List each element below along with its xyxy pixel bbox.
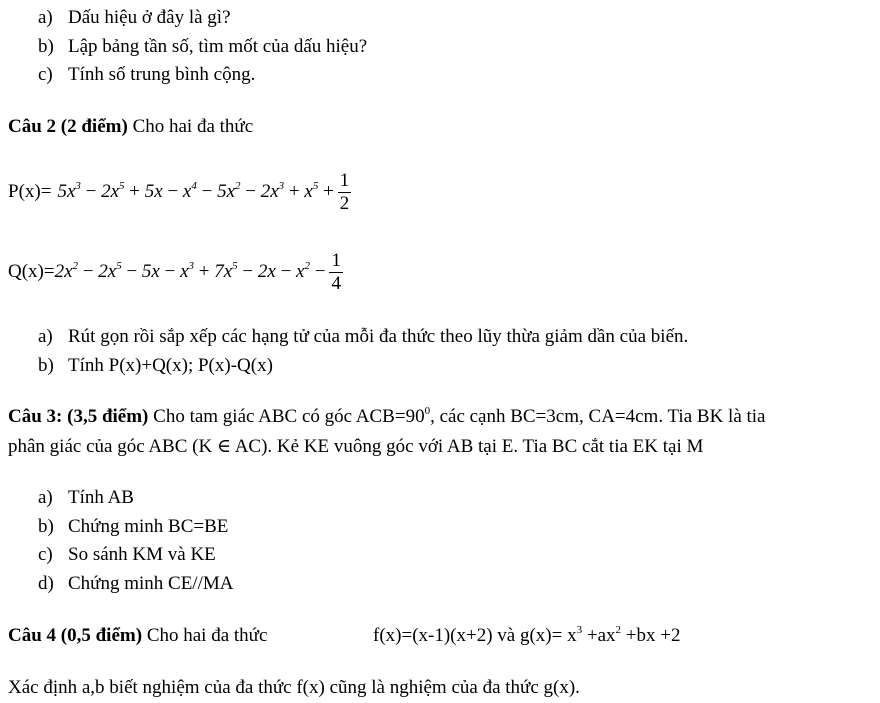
q-expression: $2x^2 - 2x^5 - 5x - x^3 + 7x^5 - 2x - x^2$ −	[54, 260, 326, 282]
p-frac-num: 1	[339, 170, 350, 192]
q1-item-a	[38, 6, 231, 30]
item-text: Chứng minh BC=BE	[68, 516, 229, 537]
p-expression: $5x^3 - 2x^5 + 5x - x^4 - 5x^2 - 2x^3 + x^5$ +	[57, 180, 334, 202]
q-fraction	[329, 250, 343, 295]
polynomial-q	[8, 248, 343, 296]
q-label: Q(x)=	[8, 261, 55, 282]
q2-item-b	[38, 354, 273, 378]
item-text: Tính AB	[68, 487, 134, 508]
q3-text-post: , các cạnh BC=3cm, CA=4cm. Tia BK là tia	[430, 406, 766, 427]
item-text: Chứng minh CE//MA	[68, 573, 234, 594]
polynomial-p	[8, 168, 351, 216]
q3-line-1	[8, 405, 766, 429]
q3-heading: Câu 3: (3,5 điểm)	[8, 406, 149, 427]
q4-intro: Cho hai đa thức	[142, 625, 268, 646]
q4-final: Xác định a,b biết nghiệm của đa thức f(x) cũng là nghiệm của đa thức g(x).	[8, 677, 580, 698]
exp-2: 2	[615, 624, 622, 636]
q3-item-c	[38, 543, 216, 567]
item-label: b)	[38, 516, 54, 537]
q2-intro: Cho hai đa thức	[127, 116, 254, 137]
q3-item-d	[38, 572, 233, 596]
item-label: a)	[38, 487, 53, 508]
q3-item-a	[38, 486, 134, 510]
p-fraction	[338, 170, 352, 215]
p-frac-den: 2	[339, 193, 350, 215]
item-text: Dấu hiệu ở đây là gì?	[68, 7, 231, 28]
item-text: So sánh KM và KE	[68, 544, 216, 565]
degree-sup: 0	[424, 405, 431, 417]
q4-heading-line	[8, 624, 267, 648]
q-frac-num: 1	[331, 250, 341, 272]
q4-f-text: f(x)=(x-1)(x+2) và g(x)= x	[373, 625, 577, 646]
q1-item-b	[38, 35, 367, 59]
exp-3: 3	[576, 624, 583, 636]
q4-polynomials	[373, 624, 680, 648]
q4-tail: +bx +2	[621, 625, 681, 646]
item-label: c)	[38, 544, 53, 565]
q4-heading: Câu 4 (0,5 điểm)	[8, 625, 143, 646]
q3-text-pre: Cho tam giác ABC có góc ACB=90	[148, 406, 425, 427]
item-label: b)	[38, 36, 54, 57]
item-label: a)	[38, 326, 53, 347]
q2-heading-line	[8, 115, 253, 139]
item-text: Tính P(x)+Q(x); P(x)-Q(x)	[68, 355, 273, 376]
q2-item-a	[38, 325, 688, 349]
q3-line-2	[8, 435, 703, 459]
item-label: d)	[38, 573, 54, 594]
q1-item-c	[38, 63, 255, 87]
item-text: Lập bảng tần số, tìm mốt của dấu hiệu?	[68, 36, 368, 57]
item-label: b)	[38, 355, 54, 376]
q2-heading: Câu 2 (2 điểm)	[8, 116, 128, 137]
q-frac-den: 4	[331, 273, 341, 295]
item-text: Tính số trung bình cộng.	[68, 64, 256, 85]
item-text: Rút gọn rồi sắp xếp các hạng tử của mỗi đa thức theo lũy thừa giảm dần của biến.	[68, 326, 689, 347]
q4-final-line	[8, 676, 580, 700]
p-label: P(x)=	[8, 181, 52, 202]
item-label: c)	[38, 64, 53, 85]
item-label: a)	[38, 7, 53, 28]
q3-text-line2: phân giác của góc ABC (K ∈ AC). Kẻ KE vuông góc với AB tại E. Tia BC cắt tia EK tại M	[8, 436, 704, 457]
q3-item-b	[38, 515, 228, 539]
q4-mid: +ax	[582, 625, 616, 646]
